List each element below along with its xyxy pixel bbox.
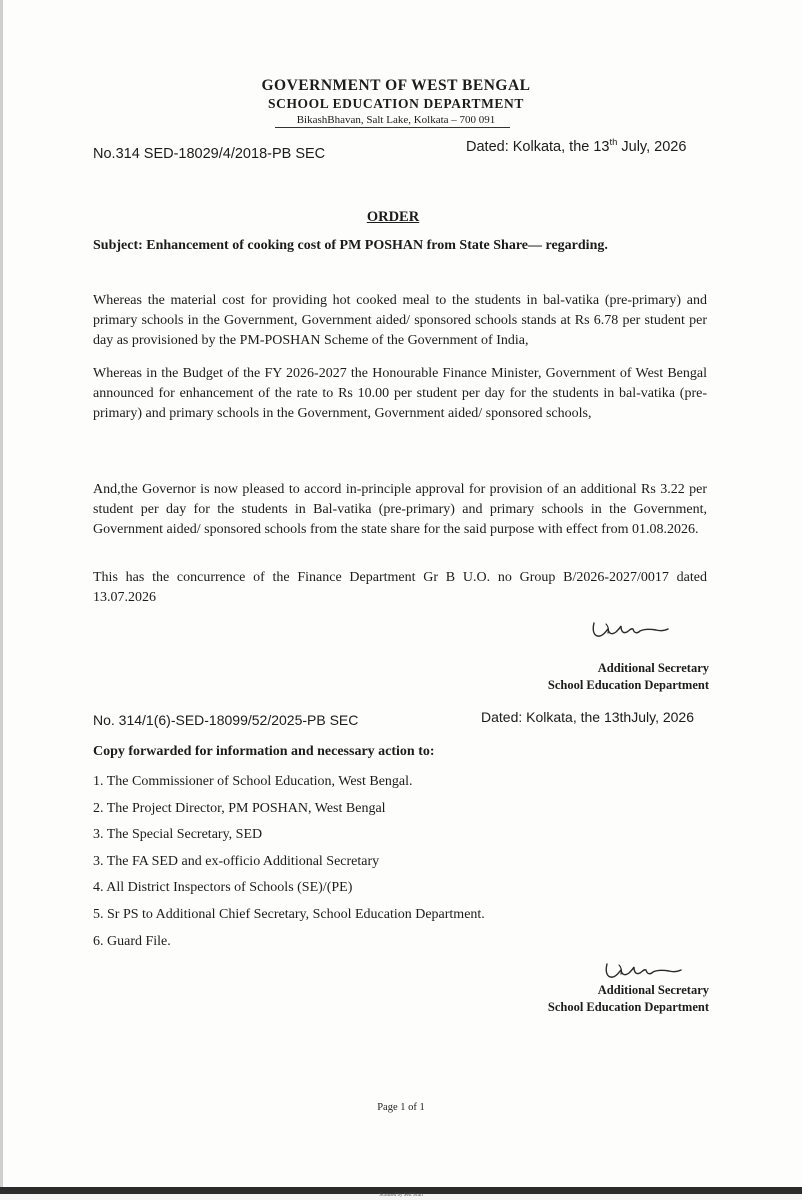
copy-forwarded-heading: Copy forwarded for information and necessary action to: [93, 744, 435, 759]
scan-left-edge [0, 0, 3, 1190]
order-paragraph: This has the concurrence of the Finance Department Gr B U.O. no Group B/2026-2027/0017 dated 13.07.2026 [93, 570, 707, 605]
order-date-suffix: July, 2026 [617, 139, 687, 155]
signatory-1-department: School Education Department [547, 678, 709, 692]
handwritten-signature-1 [590, 617, 670, 643]
handwritten-signature-2 [603, 958, 683, 984]
signatory-1-title: Additional Secretary [597, 661, 709, 675]
order-paragraph: Whereas in the Budget of the FY 2026-2027 the Honourable Finance Minister, Government of West Bengal announced for enhancement of the rate to Rs 10.00 per student per day for the students in bal-vatika (pre-primary) and primary schools in the Government, Government aided/ sponsored schools, [93, 366, 707, 421]
recipient-item: 6. Guard File. [93, 933, 171, 949]
order-reference-number: No.314 SED-18029/4/2018-PB SEC [93, 146, 326, 162]
scan-credit: Scanned by Self Scan [379, 1193, 423, 1198]
recipient-item: 4. All District Inspectors of Schools (SE)/(PE) [93, 880, 353, 896]
recipient-item: 3. The FA SED and ex-officio Additional Secretary [93, 853, 380, 869]
page-number: Page 1 of 1 [377, 1102, 425, 1113]
copy-reference-number: No. 314/1(6)-SED-18099/52/2025-PB SEC [93, 712, 359, 728]
header-divider [275, 127, 510, 128]
department-heading: SCHOOL EDUCATION DEPARTMENT [267, 96, 524, 111]
order-subject: Subject: Enhancement of cooking cost of PM POSHAN from State Share— regarding. [93, 238, 608, 253]
government-heading: GOVERNMENT OF WEST BENGAL [261, 77, 531, 94]
order-date-prefix: Dated: Kolkata, the 13 [466, 139, 610, 155]
order-date [466, 136, 687, 155]
recipient-item: 1. The Commissioner of School Education, West Bengal. [93, 774, 413, 789]
department-address: BikashBhavan, Salt Lake, Kolkata – 700 091 [296, 114, 496, 126]
copy-date: Dated: Kolkata, the 13thJuly, 2026 [481, 709, 694, 725]
order-date-ordinal: th [609, 136, 618, 148]
recipient-item: 3. The Special Secretary, SED [93, 827, 263, 843]
signatory-2-department: School Education Department [547, 1000, 709, 1014]
order-paragraph: Whereas the material cost for providing hot cooked meal to the students in bal-vatika (pre-primary) and primary schools in the Government, Government aided/ sponsored schools stands at Rs 6.78 per student per day as provisioned by the PM-POSHAN Scheme of the Government of India, [93, 293, 707, 348]
signatory-2-title: Additional Secretary [597, 983, 709, 997]
order-title: ORDER [366, 209, 420, 225]
recipient-item: 2. The Project Director, PM POSHAN, West Bengal [93, 800, 386, 816]
recipient-item: 5. Sr PS to Additional Chief Secretary, School Education Department. [93, 906, 485, 922]
order-paragraph: And,the Governor is now pleased to accord in-principle approval for provision of an additional Rs 3.22 per student per day for the students in Bal-vatika (pre-primary) and primary schools in the Government, Government aided/ sponsored schools from the state share for the said purpose with effect from 01.08.2026. [93, 482, 707, 537]
recipient-list [93, 772, 485, 958]
